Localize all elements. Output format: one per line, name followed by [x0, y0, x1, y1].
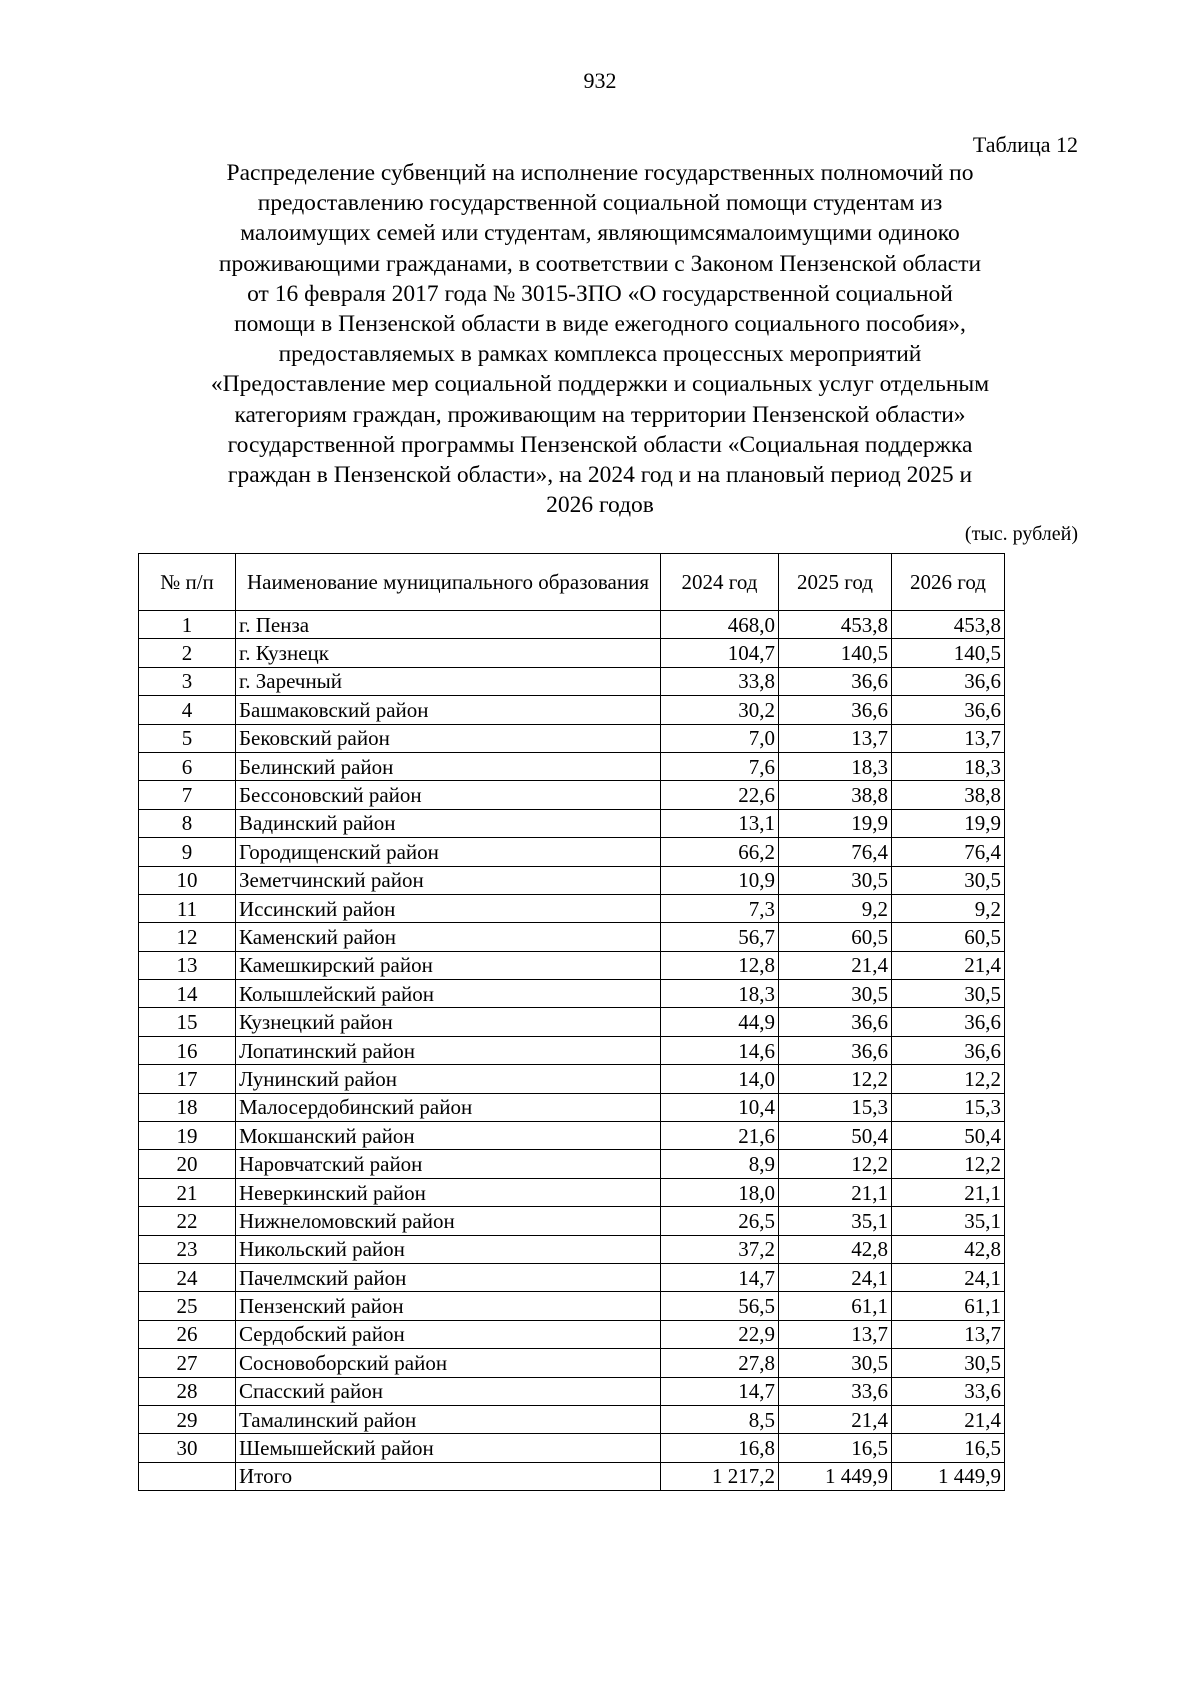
value-2024: 56,7 — [661, 923, 779, 951]
district-name: Земетчинский район — [236, 866, 661, 894]
value-2026: 30,5 — [892, 980, 1005, 1008]
value-2025: 35,1 — [779, 1207, 892, 1235]
district-name: Итого — [236, 1462, 661, 1490]
value-2026: 36,6 — [892, 1008, 1005, 1036]
value-2025: 36,6 — [779, 667, 892, 695]
table-row — [139, 1008, 1005, 1036]
table-row — [139, 809, 1005, 837]
district-name: Спасский район — [236, 1377, 661, 1405]
district-name: Городищенский район — [236, 838, 661, 866]
value-2025: 76,4 — [779, 838, 892, 866]
value-2026: 36,6 — [892, 667, 1005, 695]
district-name: Башмаковский район — [236, 696, 661, 724]
table-row — [139, 980, 1005, 1008]
table-row — [139, 1434, 1005, 1462]
row-number: 23 — [139, 1235, 236, 1263]
value-2024: 16,8 — [661, 1434, 779, 1462]
district-name: Сердобский район — [236, 1320, 661, 1348]
value-2025: 50,4 — [779, 1122, 892, 1150]
value-2024: 27,8 — [661, 1349, 779, 1377]
district-name: г. Пенза — [236, 611, 661, 639]
value-2024: 26,5 — [661, 1207, 779, 1235]
table-row — [139, 696, 1005, 724]
table-row — [139, 1036, 1005, 1064]
value-2024: 14,0 — [661, 1065, 779, 1093]
value-2025: 30,5 — [779, 1349, 892, 1377]
row-number: 17 — [139, 1065, 236, 1093]
district-name: Пачелмский район — [236, 1263, 661, 1291]
value-2024: 18,3 — [661, 980, 779, 1008]
row-number: 4 — [139, 696, 236, 724]
district-name: Колышлейский район — [236, 980, 661, 1008]
row-number: 19 — [139, 1122, 236, 1150]
value-2025: 61,1 — [779, 1292, 892, 1320]
row-number: 16 — [139, 1036, 236, 1064]
table-row — [139, 1263, 1005, 1291]
district-name: Кузнецкий район — [236, 1008, 661, 1036]
table-row — [139, 1292, 1005, 1320]
row-number: 25 — [139, 1292, 236, 1320]
value-2024: 8,9 — [661, 1150, 779, 1178]
value-2024: 1 217,2 — [661, 1462, 779, 1490]
row-number: 7 — [139, 781, 236, 809]
header-name: Наименование муниципального образования — [236, 554, 661, 611]
value-2025: 21,1 — [779, 1178, 892, 1206]
value-2024: 14,7 — [661, 1263, 779, 1291]
row-number: 22 — [139, 1207, 236, 1235]
table-row — [139, 1065, 1005, 1093]
value-2026: 140,5 — [892, 639, 1005, 667]
table-row — [139, 752, 1005, 780]
value-2025: 24,1 — [779, 1263, 892, 1291]
value-2026: 16,5 — [892, 1434, 1005, 1462]
title-line: граждан в Пензенской области», на 2024 год и на плановый период 2025 и — [227, 462, 973, 489]
value-2024: 7,3 — [661, 894, 779, 922]
district-name: Неверкинский район — [236, 1178, 661, 1206]
value-2026: 61,1 — [892, 1292, 1005, 1320]
table-header-row — [139, 554, 1005, 611]
value-2026: 13,7 — [892, 1320, 1005, 1348]
title-line: категориям граждан, проживающим на территории Пензенской области» — [234, 401, 966, 428]
table-row — [139, 639, 1005, 667]
value-2026: 35,1 — [892, 1207, 1005, 1235]
district-name: Пензенский район — [236, 1292, 661, 1320]
table-row — [139, 1320, 1005, 1348]
value-2024: 66,2 — [661, 838, 779, 866]
value-2026: 60,5 — [892, 923, 1005, 951]
district-name: Малосердобинский район — [236, 1093, 661, 1121]
title-line: от 16 февраля 2017 года № 3015-ЗПО «О государственной социальной — [247, 280, 953, 307]
table-row — [139, 894, 1005, 922]
value-2026: 42,8 — [892, 1235, 1005, 1263]
title-line: государственной программы Пензенской области «Социальная поддержка — [227, 431, 973, 458]
value-2025: 13,7 — [779, 1320, 892, 1348]
value-2025: 140,5 — [779, 639, 892, 667]
value-2024: 7,0 — [661, 724, 779, 752]
value-2025: 1 449,9 — [779, 1462, 892, 1490]
value-2024: 104,7 — [661, 639, 779, 667]
value-2025: 36,6 — [779, 696, 892, 724]
value-2024: 33,8 — [661, 667, 779, 695]
value-2026: 19,9 — [892, 809, 1005, 837]
district-name: Вадинский район — [236, 809, 661, 837]
table-row — [139, 1349, 1005, 1377]
table-row — [139, 1122, 1005, 1150]
value-2026: 9,2 — [892, 894, 1005, 922]
district-name: Иссинский район — [236, 894, 661, 922]
value-2024: 12,8 — [661, 951, 779, 979]
header-2024: 2024 год — [661, 554, 779, 611]
district-name: Наровчатский район — [236, 1150, 661, 1178]
value-2026: 12,2 — [892, 1150, 1005, 1178]
title-line: предоставляемых в рамках комплекса процессных мероприятий — [278, 341, 922, 368]
value-2024: 37,2 — [661, 1235, 779, 1263]
table-row — [139, 1178, 1005, 1206]
table-row — [139, 951, 1005, 979]
row-number: 18 — [139, 1093, 236, 1121]
value-2026: 21,1 — [892, 1178, 1005, 1206]
value-2025: 36,6 — [779, 1008, 892, 1036]
row-number: 13 — [139, 951, 236, 979]
value-2025: 15,3 — [779, 1093, 892, 1121]
district-name: Каменский район — [236, 923, 661, 951]
value-2024: 22,6 — [661, 781, 779, 809]
table-row — [139, 1150, 1005, 1178]
value-2026: 1 449,9 — [892, 1462, 1005, 1490]
title-line: помощи в Пензенской области в виде ежегодного социального пособия», — [234, 311, 966, 338]
district-name: Мокшанский район — [236, 1122, 661, 1150]
row-number: 10 — [139, 866, 236, 894]
row-number: 27 — [139, 1349, 236, 1377]
value-2024: 468,0 — [661, 611, 779, 639]
row-number: 9 — [139, 838, 236, 866]
value-2026: 453,8 — [892, 611, 1005, 639]
value-2025: 21,4 — [779, 1405, 892, 1433]
value-2024: 13,1 — [661, 809, 779, 837]
district-name: Камешкирский район — [236, 951, 661, 979]
row-number: 30 — [139, 1434, 236, 1462]
page-number: 932 — [583, 68, 617, 93]
value-2025: 453,8 — [779, 611, 892, 639]
row-number: 8 — [139, 809, 236, 837]
value-2024: 22,9 — [661, 1320, 779, 1348]
header-2026: 2026 год — [892, 554, 1005, 611]
value-2025: 12,2 — [779, 1150, 892, 1178]
district-name: Белинский район — [236, 752, 661, 780]
row-number: 29 — [139, 1405, 236, 1433]
table-row — [139, 866, 1005, 894]
row-number: 6 — [139, 752, 236, 780]
value-2025: 30,5 — [779, 980, 892, 1008]
value-2025: 9,2 — [779, 894, 892, 922]
value-2026: 12,2 — [892, 1065, 1005, 1093]
table-row — [139, 1235, 1005, 1263]
row-number: 5 — [139, 724, 236, 752]
value-2025: 16,5 — [779, 1434, 892, 1462]
district-name: Нижнеломовский район — [236, 1207, 661, 1235]
table-row — [139, 781, 1005, 809]
district-name: г. Кузнецк — [236, 639, 661, 667]
value-2026: 18,3 — [892, 752, 1005, 780]
value-2025: 60,5 — [779, 923, 892, 951]
district-name: Сосновоборский район — [236, 1349, 661, 1377]
row-number: 2 — [139, 639, 236, 667]
total-row — [139, 1462, 1005, 1490]
row-number: 11 — [139, 894, 236, 922]
value-2026: 21,4 — [892, 951, 1005, 979]
row-number: 28 — [139, 1377, 236, 1405]
value-2024: 56,5 — [661, 1292, 779, 1320]
title-line: «Предоставление мер социальной поддержки и социальных услуг отдельным — [210, 371, 990, 398]
value-2024: 14,7 — [661, 1377, 779, 1405]
district-name: Шемышейский район — [236, 1434, 661, 1462]
table-row — [139, 724, 1005, 752]
value-2026: 30,5 — [892, 866, 1005, 894]
value-2025: 19,9 — [779, 809, 892, 837]
value-2024: 8,5 — [661, 1405, 779, 1433]
row-number: 21 — [139, 1178, 236, 1206]
value-2026: 30,5 — [892, 1349, 1005, 1377]
value-2026: 21,4 — [892, 1405, 1005, 1433]
allocation-table — [138, 553, 1005, 1491]
title-line: Распределение субвенций на исполнение государственных полномочий по — [226, 160, 974, 186]
value-2026: 33,6 — [892, 1377, 1005, 1405]
value-2026: 24,1 — [892, 1263, 1005, 1291]
value-2025: 38,8 — [779, 781, 892, 809]
value-2026: 15,3 — [892, 1093, 1005, 1121]
value-2024: 10,4 — [661, 1093, 779, 1121]
title-line: малоимущих семей или студентам, являющимсямалоимущими одиноко — [240, 220, 960, 247]
row-number — [139, 1462, 236, 1490]
table-row — [139, 1377, 1005, 1405]
row-number: 26 — [139, 1320, 236, 1348]
table-row — [139, 667, 1005, 695]
value-2025: 42,8 — [779, 1235, 892, 1263]
value-2025: 12,2 — [779, 1065, 892, 1093]
value-2024: 14,6 — [661, 1036, 779, 1064]
table-row — [139, 838, 1005, 866]
table-row — [139, 1405, 1005, 1433]
value-2024: 44,9 — [661, 1008, 779, 1036]
row-number: 3 — [139, 667, 236, 695]
value-2026: 36,6 — [892, 696, 1005, 724]
row-number: 15 — [139, 1008, 236, 1036]
value-2025: 18,3 — [779, 752, 892, 780]
row-number: 14 — [139, 980, 236, 1008]
table-row — [139, 611, 1005, 639]
title-line: проживающими гражданами, в соответствии с Законом Пензенской области — [218, 250, 982, 277]
header-2025: 2025 год — [779, 554, 892, 611]
table-row — [139, 923, 1005, 951]
units-note: (тыс. рублей) — [964, 523, 1078, 545]
district-name: Лопатинский район — [236, 1036, 661, 1064]
district-name: г. Заречный — [236, 667, 661, 695]
title-line: 2026 годов — [546, 492, 654, 519]
value-2024: 7,6 — [661, 752, 779, 780]
district-name: Бессоновский район — [236, 781, 661, 809]
district-name: Бековский район — [236, 724, 661, 752]
district-name: Тамалинский район — [236, 1405, 661, 1433]
document-title — [130, 158, 1070, 520]
value-2025: 30,5 — [779, 866, 892, 894]
value-2026: 38,8 — [892, 781, 1005, 809]
value-2025: 33,6 — [779, 1377, 892, 1405]
table-label: Таблица 12 — [972, 132, 1078, 157]
row-number: 20 — [139, 1150, 236, 1178]
value-2025: 36,6 — [779, 1036, 892, 1064]
value-2024: 10,9 — [661, 866, 779, 894]
value-2024: 30,2 — [661, 696, 779, 724]
row-number: 1 — [139, 611, 236, 639]
district-name: Никольский район — [236, 1235, 661, 1263]
table-row — [139, 1093, 1005, 1121]
row-number: 12 — [139, 923, 236, 951]
value-2024: 18,0 — [661, 1178, 779, 1206]
value-2026: 76,4 — [892, 838, 1005, 866]
value-2026: 50,4 — [892, 1122, 1005, 1150]
value-2026: 36,6 — [892, 1036, 1005, 1064]
row-number: 24 — [139, 1263, 236, 1291]
value-2024: 21,6 — [661, 1122, 779, 1150]
district-name: Лунинский район — [236, 1065, 661, 1093]
title-line: предоставлению государственной социальной помощи студентам из — [257, 190, 943, 217]
table-row — [139, 1207, 1005, 1235]
value-2026: 13,7 — [892, 724, 1005, 752]
value-2025: 21,4 — [779, 951, 892, 979]
header-num: № п/п — [139, 554, 236, 611]
value-2025: 13,7 — [779, 724, 892, 752]
